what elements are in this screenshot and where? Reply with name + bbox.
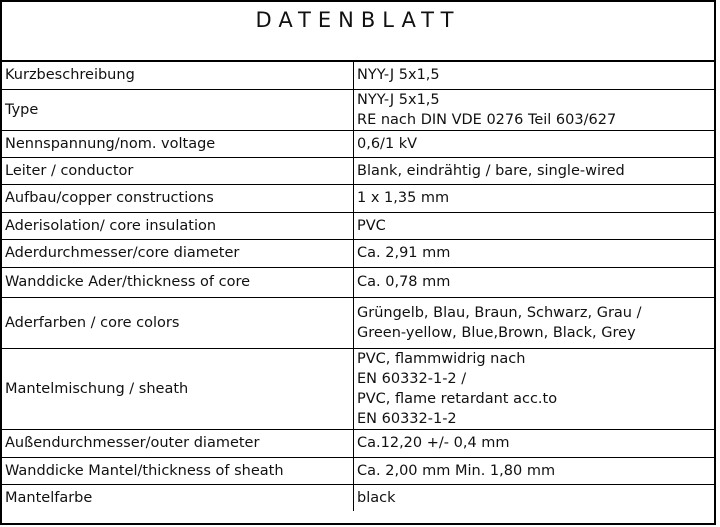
spec-label: Außendurchmesser/outer diameter bbox=[2, 429, 354, 457]
spec-label: Aufbau/copper constructions bbox=[2, 184, 354, 212]
spec-label: Leiter / conductor bbox=[2, 157, 354, 184]
spec-value bbox=[354, 457, 715, 484]
spec-value-line: 1 x 1,35 mm bbox=[357, 190, 450, 206]
spec-value bbox=[354, 157, 715, 184]
spec-value-line: 0,6/1 kV bbox=[357, 135, 418, 152]
spec-table bbox=[2, 62, 714, 511]
spec-value bbox=[354, 130, 715, 157]
spec-value bbox=[354, 62, 715, 89]
spec-label: Aderisolation/ core insulation bbox=[2, 212, 354, 239]
spec-label: Type bbox=[2, 89, 354, 130]
spec-value-line: PVC, flammwidrig nach bbox=[357, 350, 526, 367]
spec-value-line: Ca. 2,00 mm Min. 1,80 mm bbox=[357, 462, 556, 479]
spec-value bbox=[354, 89, 715, 130]
spec-value bbox=[354, 267, 715, 297]
spec-label: Wanddicke Ader/thickness of core bbox=[2, 267, 354, 297]
spec-value-line: NYY-J 5x1,5 bbox=[357, 91, 440, 108]
spec-value-line: EN 60332-1-2 / bbox=[357, 370, 467, 387]
table-row bbox=[2, 239, 714, 267]
table-row bbox=[2, 157, 714, 184]
spec-label: Mantelfarbe bbox=[2, 484, 354, 511]
spec-label: Wanddicke Mantel/thickness of sheath bbox=[2, 457, 354, 484]
table-row bbox=[2, 267, 714, 297]
table-row bbox=[2, 212, 714, 239]
spec-value bbox=[354, 184, 715, 212]
table-row bbox=[2, 184, 714, 212]
spec-label: Aderfarben / core colors bbox=[2, 297, 354, 348]
spec-value-line: Grüngelb, Blau, Braun, Schwarz, Grau / bbox=[357, 304, 642, 321]
spec-value-line: RE nach DIN VDE 0276 Teil 603/627 bbox=[357, 111, 617, 128]
table-row bbox=[2, 297, 714, 348]
spec-value-line: PVC, flame retardant acc.to bbox=[357, 390, 558, 407]
spec-value-line: Green-yellow, Blue,Brown, Black, Grey bbox=[357, 324, 636, 341]
spec-label: Nennspannung/nom. voltage bbox=[2, 130, 354, 157]
title-box bbox=[2, 2, 714, 62]
spec-value bbox=[354, 239, 715, 267]
spec-value bbox=[354, 484, 715, 511]
table-row bbox=[2, 348, 714, 429]
spec-label: Mantelmischung / sheath bbox=[2, 348, 354, 429]
spec-value-line: PVC bbox=[357, 217, 386, 234]
spec-value bbox=[354, 212, 715, 239]
spec-value bbox=[354, 297, 715, 348]
page-title: DATENBLATT bbox=[255, 8, 461, 32]
table-row bbox=[2, 429, 714, 457]
table-row bbox=[2, 457, 714, 484]
spec-value-line: Blank, eindrähtig / bare, single-wired bbox=[357, 162, 625, 179]
table-row bbox=[2, 62, 714, 89]
spec-value-line: Ca.12,20 +/- 0,4 mm bbox=[357, 435, 510, 451]
spec-value-line: NYY-J 5x1,5 bbox=[357, 67, 440, 84]
spec-value-line: black bbox=[357, 489, 396, 506]
spec-value-line: Ca. 2,91 mm bbox=[357, 245, 451, 261]
spec-value-line: EN 60332-1-2 bbox=[357, 410, 457, 427]
table-row bbox=[2, 89, 714, 130]
table-row bbox=[2, 484, 714, 511]
spec-value-line: Ca. 0,78 mm bbox=[357, 274, 451, 290]
spec-value bbox=[354, 348, 715, 429]
spec-label: Kurzbeschreibung bbox=[2, 62, 354, 89]
table-row bbox=[2, 130, 714, 157]
spec-value bbox=[354, 429, 715, 457]
spec-label: Aderdurchmesser/core diameter bbox=[2, 239, 354, 267]
